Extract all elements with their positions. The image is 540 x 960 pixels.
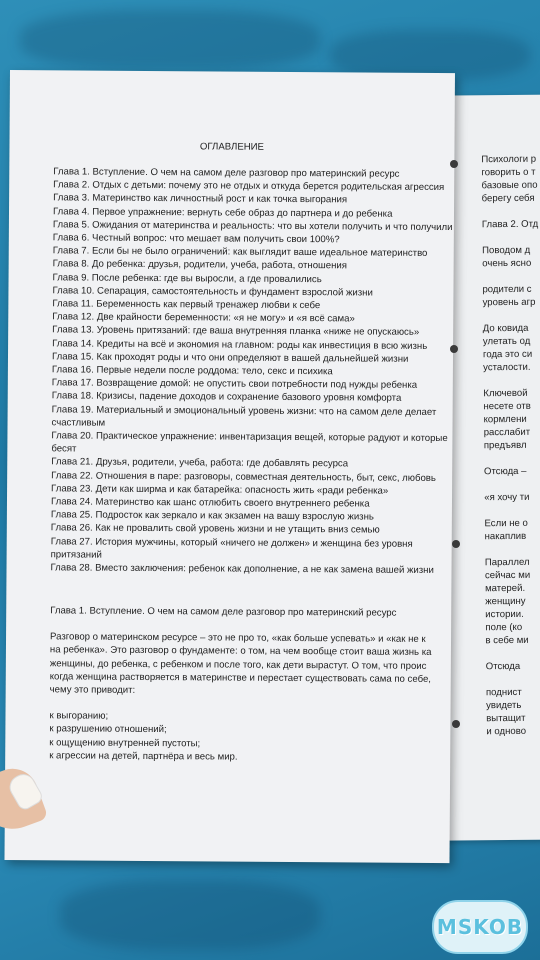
watermark-logo: MSKOB — [432, 900, 528, 954]
paragraph-line: на ребенка». Это разговор о фундаменте: о том, на чем вообще стоит ваша жизнь ка — [49, 644, 432, 659]
second-page-line: увидеть — [486, 699, 522, 712]
toc-line: Глава 7. Если бы не было ограничений: как выглядит ваше идеальное материнство — [52, 245, 428, 260]
second-page-line: Отсюда — [485, 660, 521, 673]
toc-line: Глава 16. Первые недели после роддома: тело, секс и психика — [51, 364, 333, 378]
toc-line: Глава 14. Кредиты на всё и экономия на главном: роды как инвестиция в всю жизнь — [52, 337, 428, 352]
list-item: к агрессии на детей, партнёра и весь мир. — [49, 750, 238, 763]
second-page-line: Психологи р — [481, 153, 537, 166]
second-page-line: Ключевой — [483, 387, 528, 400]
toc-line: Глава 6. Честный вопрос: что мешает вам получить свои 100%? — [52, 232, 340, 246]
toc-line: Глава 28. Вместо заключения: ребенок как дополнение, а не как замена вашей жизни — [50, 562, 434, 577]
second-page-line: Параллел — [484, 556, 530, 569]
second-page-line: истории. — [485, 608, 524, 621]
toc-line: Глава 3. Материнство как личностный рост и как точка выгорания — [53, 192, 348, 206]
table-of-contents — [50, 165, 452, 577]
paragraph-line: Разговор о материнском ресурсе – это не про то, «как больше успевать» и «как не к — [50, 631, 426, 646]
second-page-line: усталости. — [483, 361, 531, 374]
toc-line: Глава 15. Как проходят роды и что они определяют в вашей дальнейшей жизни — [51, 351, 409, 365]
toc-line: притязаний — [50, 549, 102, 561]
second-page-line — [483, 309, 540, 322]
paragraph-line: женщины, до ребенка, с ребенком и после того, как дети вырастут. О том, что проис — [49, 657, 427, 672]
binder-hole — [450, 345, 458, 353]
toc-line: Глава 2. Отдых с детьми: почему это не отдых и откуда берется родительская агрессия — [53, 179, 445, 194]
toc-line: Глава 24. Материнство как шанс отлюбить своего внутреннего ребенка — [50, 496, 370, 510]
binder-hole — [452, 540, 460, 548]
second-page-line: кормлени — [483, 413, 527, 426]
list-item: к разрушению отношений; — [49, 723, 167, 736]
second-page-line: накаплив — [484, 530, 527, 543]
toc-line: Глава 20. Практическое упражнение: инвентаризация вещей, которые радуют и которые — [51, 430, 448, 445]
paragraph-line: чему это приводит: — [49, 684, 136, 696]
second-page-line: Если не о — [484, 517, 528, 530]
second-page-line: и одново — [486, 725, 527, 738]
second-page-line: женщину — [485, 595, 526, 608]
toc-line: Глава 11. Беременность как первый тренажер любви к себе — [52, 298, 321, 312]
toc-line: Глава 22. Отношения в паре: разговоры, совместная деятельность, быт, секс, любовь — [51, 469, 436, 484]
second-page-line: родители с — [482, 283, 532, 296]
second-page-line: До ковида — [482, 322, 529, 335]
toc-line: Глава 8. До ребенка: друзья, родители, учеба, работа, отношения — [52, 258, 347, 272]
toc-line: Глава 13. Уровень притязаний: где ваша внутренняя планка «ниже не опускаюсь» — [52, 324, 420, 339]
second-page-line — [486, 673, 540, 686]
second-page-line: поле (ко — [485, 621, 523, 634]
toc-line: Глава 27. История мужчины, который «ничего не должен» и женщина без уровня — [50, 535, 413, 550]
toc-line: Глава 26. Как не провалить свой уровень жизни и не утащить вниз семью — [50, 522, 380, 537]
toc-line: Глава 17. Возвращение домой: не опустить свои потребности под нужды ребенка — [51, 377, 418, 392]
chapter-1-section — [49, 604, 432, 765]
toc-line: Глава 12. Две крайности беременности: «я не могу» и «я всё сама» — [52, 311, 355, 325]
toc-line: Глава 5. Ожидания от материнства и реальность: что вы хотели получить и что получили — [52, 219, 453, 233]
toc-line: Глава 9. После ребенка: где вы выросли, а где провалились — [52, 271, 322, 285]
toc-line: Глава 21. Друзья, родители, учеба, работа: где добавлять ресурса — [51, 456, 349, 470]
second-page-line: говорить о т — [481, 166, 536, 179]
second-page-line — [484, 504, 540, 517]
second-page-line: уровень агр — [482, 296, 536, 309]
list-item: к выгоранию; — [49, 710, 109, 722]
second-page-line: поднист — [485, 686, 522, 699]
chapter-paragraph — [50, 630, 432, 699]
paragraph-line: когда женщина растворяется в материнстве и перестает существовать сама по себе, — [49, 671, 432, 685]
second-page-line: очень ясно — [482, 257, 532, 270]
second-page-line — [482, 231, 539, 244]
toc-line: Глава 23. Дети как ширма и как батарейка: опасность жить «ради ребенка» — [51, 483, 389, 497]
second-page-line: «я хочу ти — [484, 491, 530, 504]
second-page-line: улетать од — [482, 335, 531, 348]
second-page-line: берегу себя — [481, 192, 535, 205]
toc-line: Глава 4. Первое упражнение: вернуть себе образ до партнера и до ребенка — [52, 205, 393, 220]
document-page — [4, 70, 455, 863]
binder-hole — [452, 720, 460, 728]
second-page-text — [481, 153, 540, 738]
second-page-line — [484, 452, 540, 465]
second-page-line — [482, 205, 539, 218]
toc-line: Глава 10. Сепарация, самостоятельность и фундамент взрослой жизни — [52, 285, 373, 299]
second-page-line: предъявл — [483, 439, 527, 452]
second-page-line: года это си — [482, 348, 533, 361]
second-page-line: расслабит — [483, 426, 531, 439]
second-page-line: в себе ми — [485, 634, 529, 647]
second-page-line: вытащит — [486, 712, 526, 725]
second-page-line: матерей. — [485, 582, 526, 595]
page-title: ОГЛАВЛЕНИЕ — [199, 141, 265, 153]
second-page-line: сейчас ми — [484, 569, 531, 582]
second-page-line — [483, 374, 540, 387]
toc-line: Глава 25. Подросток как зеркало и как экзамен на вашу взрослую жизнь — [50, 509, 374, 523]
second-page-line — [486, 647, 540, 660]
list-item: к ощущению внутренней пустоты; — [49, 736, 201, 749]
toc-line: бесят — [51, 443, 77, 455]
second-page-line: Поводом д — [482, 244, 531, 257]
second-page-line: Отсюда – — [483, 465, 527, 478]
second-page-line: базовые опо — [481, 179, 538, 192]
second-page-line — [485, 543, 540, 556]
second-page-line: Глава 2. Отд — [481, 218, 539, 231]
toc-line: Глава 19. Материальный и эмоциональный уровень жизни: что на самом деле делает — [51, 403, 437, 418]
consequence-list — [49, 710, 431, 765]
chapter-heading: Глава 1. Вступление. О чем на самом деле разговор про материнский ресурс — [50, 605, 397, 619]
toc-line: Глава 18. Кризисы, падение доходов и сохранение базового уровня комфорта — [51, 390, 402, 405]
toc-line: Глава 1. Вступление. О чем на самом деле разговор про материнский ресурс — [53, 166, 400, 180]
second-page-line — [484, 478, 540, 491]
toc-line: счастливым — [51, 417, 106, 429]
second-page-line: несете отв — [483, 400, 531, 413]
binder-hole — [450, 160, 458, 168]
second-page-line — [482, 270, 539, 283]
